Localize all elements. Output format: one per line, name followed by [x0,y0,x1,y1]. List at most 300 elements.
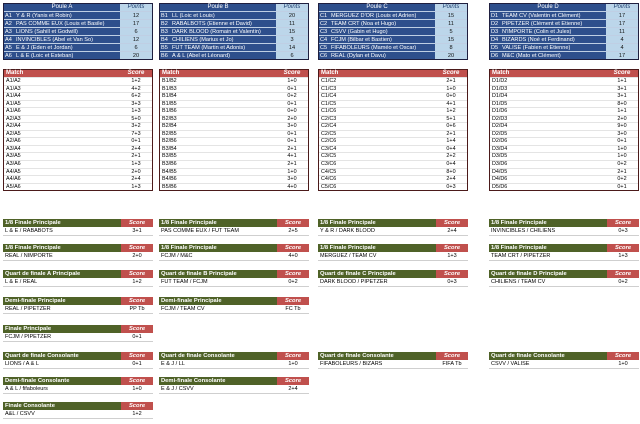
bracket-block [159,352,309,369]
bracket-score-header: Score [121,325,153,333]
match-row[interactable] [319,100,467,108]
bracket-score[interactable]: PP Tb [129,306,145,312]
match-label: C3/C4 [321,145,337,152]
match-score[interactable]: 1+0 [617,145,627,152]
match-row[interactable] [4,92,152,100]
match-table [318,69,468,191]
pool-table [318,3,468,60]
bracket-header [3,219,153,227]
team-row[interactable] [4,19,152,27]
team-id: D1 [491,13,499,19]
match-score[interactable]: 2+0 [617,115,627,122]
bracket-score-header: Score [436,270,468,278]
match-row[interactable] [4,85,152,93]
match-row[interactable] [319,122,467,130]
bracket-row[interactable] [489,278,639,287]
bracket-block [3,244,153,261]
match-score[interactable]: 3+0 [287,123,297,130]
match-header [490,70,638,77]
match-score[interactable]: 1+1 [617,78,627,84]
team-id: B2 [160,20,170,27]
match-label: D2/D4 [492,123,508,130]
match-row[interactable] [319,85,467,93]
match-row[interactable] [319,115,467,123]
match-row[interactable] [319,152,467,160]
bracket-score-header: Score [277,352,309,360]
match-score[interactable]: 7+3 [131,130,141,137]
match-score[interactable]: 0+1 [617,183,627,190]
pool-name: Poule D [537,4,559,10]
bracket-header [159,270,309,278]
match-row[interactable] [319,137,467,145]
team-row[interactable] [319,35,467,43]
match-label: A1/A3 [6,85,21,92]
bracket-row[interactable] [489,227,639,236]
match-label: C3/C6 [321,161,337,168]
team-row[interactable] [319,27,467,35]
match-score[interactable]: 1+0 [287,168,297,175]
match-label: B1/B4 [162,93,177,100]
bracket-row[interactable] [3,278,153,287]
match-row[interactable] [490,92,638,100]
match-row[interactable] [4,122,152,130]
match-label: A2/A6 [6,138,21,145]
bracket-row[interactable] [489,360,639,369]
match-score[interactable]: 0+4 [446,145,456,152]
bracket-score[interactable]: 4+0 [288,253,298,259]
match-row[interactable] [319,77,467,85]
match-score[interactable]: 0+2 [287,93,297,100]
bracket-score-header: Score [607,352,639,360]
match-score[interactable]: 3+1 [617,85,627,92]
match-label: A3/A6 [6,161,21,168]
match-row[interactable] [319,92,467,100]
bracket-score[interactable]: FC Tb [285,306,301,312]
match-score[interactable]: 4+1 [287,153,297,160]
bracket-row[interactable] [318,278,468,287]
match-row[interactable] [160,183,308,191]
bracket-score[interactable]: 2+5 [288,228,298,234]
bracket-row[interactable] [159,278,309,287]
match-score[interactable]: 3+3 [131,100,141,107]
match-label: A3/A4 [6,145,21,152]
match-score[interactable]: 5+0 [131,115,141,122]
match-label: C1/C5 [321,100,337,107]
team-row[interactable] [160,11,308,19]
match-score[interactable]: 0+1 [287,138,297,145]
bracket-header [489,244,639,252]
bracket-score[interactable]: 0+3 [618,228,628,234]
pool-name: Poule B [207,4,229,10]
bracket-score[interactable]: 1+0 [288,361,298,367]
match-row[interactable] [490,107,638,115]
match-score[interactable]: 0+4 [446,161,456,168]
match-score[interactable]: 2+1 [446,78,456,84]
match-score[interactable]: 3+1 [617,93,627,100]
team-row[interactable] [490,19,638,27]
team-row[interactable] [319,43,467,51]
match-label: B3/B5 [162,153,177,160]
match-row[interactable] [160,85,308,93]
team-row[interactable] [490,11,638,19]
team-points: 20 [276,12,308,19]
bracket-title: 1/8 Finale Principale [489,219,607,227]
bracket-row[interactable] [159,305,309,314]
match-row[interactable] [160,175,308,183]
bracket-score[interactable]: FIFA Tb [442,361,462,367]
match-row[interactable] [4,100,152,108]
match-row[interactable] [490,145,638,153]
pool-header [160,4,308,11]
team-name: INVINCIBLES (Abel et Van So) [14,36,120,43]
bracket-row[interactable] [3,360,153,369]
bracket-header [489,219,639,227]
bracket-row[interactable] [159,227,309,236]
match-row[interactable] [490,137,638,145]
match-header-label: Match [6,70,24,76]
pool-table [3,3,153,60]
match-row[interactable] [319,107,467,115]
team-row[interactable] [4,27,152,35]
match-score[interactable]: 1+3 [131,183,141,190]
match-score[interactable]: 0+6 [446,123,456,130]
bracket-title: Quart de finale C Principale [318,270,436,278]
match-row[interactable] [160,160,308,168]
bracket-block [159,219,309,236]
match-row[interactable] [160,130,308,138]
match-row[interactable] [4,145,152,153]
match-score[interactable]: 0+1 [617,138,627,145]
match-label: C1/C4 [321,93,337,100]
match-label: A1/A5 [6,100,21,107]
bracket-score[interactable]: 2+0 [132,253,142,259]
match-row[interactable] [490,168,638,176]
team-row[interactable] [319,51,467,59]
bracket-block [318,244,468,261]
team-name: M&C (Mato et Clément) [500,52,606,59]
match-row[interactable] [490,122,638,130]
match-score[interactable]: 4+0 [287,183,297,190]
match-row[interactable] [319,145,467,153]
match-score[interactable]: 0+2 [617,176,627,183]
match-score[interactable]: 2+4 [131,145,141,152]
team-row[interactable] [160,27,308,35]
match-label: A5/A6 [6,183,21,190]
match-row[interactable] [4,77,152,85]
team-row[interactable] [319,11,467,19]
match-score[interactable]: 3+2 [131,123,141,130]
pool-name: Poule A [51,4,73,10]
bracket-score[interactable]: 3+1 [132,228,142,234]
match-score[interactable]: 2+4 [131,176,141,183]
bracket-row[interactable] [318,252,468,261]
team-id: C2 [320,21,328,27]
bracket-score[interactable]: 1+0 [132,386,142,392]
match-score[interactable]: 4+2 [131,85,141,92]
bracket-block [489,352,639,369]
team-name: N'IMPORTE (Colin et Jules) [500,28,606,35]
bracket-title: Quart de finale Consolante [159,352,277,360]
match-score[interactable]: 8+0 [617,100,627,107]
match-score[interactable]: 5+1 [446,115,456,122]
match-score[interactable]: 1+4 [446,138,456,145]
team-row[interactable] [4,35,152,43]
match-row[interactable] [4,168,152,176]
bracket-header [489,270,639,278]
match-score[interactable]: 0+2 [617,161,627,168]
bracket-row[interactable] [159,252,309,261]
bracket-title: Finale Principale [3,325,121,333]
match-score[interactable]: 3+0 [617,130,627,137]
team-row[interactable] [490,27,638,35]
team-points: 4 [606,36,638,43]
bracket-score[interactable]: 2+4 [288,386,298,392]
match-label: C3/C5 [321,153,337,160]
match-row[interactable] [4,137,152,145]
team-points: 17 [606,52,638,59]
bracket-title: Quart de finale A Principale [3,270,121,278]
match-row[interactable] [160,168,308,176]
team-row[interactable] [160,19,308,27]
bracket-row[interactable] [3,333,153,342]
match-row[interactable] [319,168,467,176]
team-row[interactable] [160,51,308,59]
bracket-row[interactable] [3,305,153,314]
match-score[interactable]: 1+0 [446,85,456,92]
team-row[interactable] [160,35,308,43]
bracket-block [489,244,639,261]
match-score[interactable]: 3+0 [287,176,297,183]
bracket-title: 1/8 Finale Principale [318,219,436,227]
bracket-title: Quart de finale Consolante [489,352,607,360]
bracket-header [3,244,153,252]
bracket-score[interactable]: 1+3 [618,253,628,259]
team-points: 11 [276,20,308,27]
match-row[interactable] [4,183,152,191]
bracket-score[interactable]: 0+2 [288,279,298,285]
match-score[interactable]: 1+0 [617,153,627,160]
match-table [159,69,309,191]
bracket-header [159,377,309,385]
match-row[interactable] [160,107,308,115]
match-score[interactable]: 2+1 [446,130,456,137]
match-score[interactable]: 2+1 [131,153,141,160]
team-points: 5 [435,28,467,35]
match-row[interactable] [490,115,638,123]
match-score[interactable]: 2+4 [446,176,456,183]
match-score[interactable]: 1+0 [287,78,297,84]
bracket-row[interactable] [3,227,153,236]
bracket-row[interactable] [489,252,639,261]
bracket-row[interactable] [3,410,153,419]
match-score[interactable]: 1+1 [617,108,627,115]
match-row[interactable] [319,160,467,168]
match-row[interactable] [4,115,152,123]
match-row[interactable] [4,152,152,160]
team-row[interactable] [4,43,152,51]
bracket-score[interactable]: 0+1 [132,361,142,367]
match-score[interactable]: 0+3 [446,183,456,190]
match-score[interactable]: 0+1 [287,100,297,107]
bracket-header [3,377,153,385]
match-label: B2/B6 [162,138,177,145]
match-row[interactable] [160,122,308,130]
bracket-score[interactable]: 1+2 [132,411,142,417]
match-row[interactable] [160,145,308,153]
bracket-title: 1/8 Finale Principale [3,244,121,252]
bracket-match: FCJM / PIPETZER [5,334,52,340]
match-score[interactable]: 1+2 [131,78,141,84]
match-row[interactable] [490,100,638,108]
team-row[interactable] [4,51,152,59]
match-score[interactable]: 0+1 [287,130,297,137]
pool-name: Poule C [366,4,388,10]
match-score[interactable]: 9+0 [617,123,627,130]
match-label: D2/D3 [492,115,508,122]
team-points: 11 [435,20,467,27]
team-row[interactable] [490,51,638,59]
team-points: 17 [606,20,638,27]
bracket-score[interactable]: 1+0 [618,361,628,367]
bracket-score[interactable]: 1+3 [447,253,457,259]
pool-header [490,4,638,11]
match-score[interactable]: 2+0 [131,168,141,175]
team-points: 8 [435,44,467,51]
bracket-block [159,297,309,314]
match-score[interactable]: 0+0 [287,108,297,115]
team-name: A & L (Abel et Léonard) [170,52,276,59]
team-row[interactable] [319,19,467,27]
bracket-match: CHILIENS / TEAM CV [491,279,546,285]
bracket-score[interactable]: 0+1 [132,334,142,340]
bracket-block [3,352,153,369]
team-id: C5 [320,45,328,51]
match-row[interactable] [160,92,308,100]
match-row[interactable] [4,175,152,183]
match-score[interactable]: 6+2 [131,93,141,100]
match-score[interactable]: 8+0 [446,168,456,175]
match-row[interactable] [4,130,152,138]
match-label: D3/D6 [492,161,508,168]
match-score[interactable]: 2+2 [446,153,456,160]
bracket-header [318,352,468,360]
bracket-score-header: Score [121,270,153,278]
team-row[interactable] [4,11,152,19]
bracket-score[interactable]: 0+2 [618,279,628,285]
team-name: DARK BLOOD (Romain et Valentin) [170,28,276,35]
bracket-score-header: Score [277,377,309,385]
match-row[interactable] [490,130,638,138]
match-score[interactable]: 1+3 [131,108,141,115]
team-row[interactable] [490,43,638,51]
match-row[interactable] [490,160,638,168]
bracket-score-header: Score [121,402,153,410]
match-row[interactable] [490,152,638,160]
bracket-score[interactable]: 1+2 [132,279,142,285]
bracket-row[interactable] [318,227,468,236]
match-row[interactable] [160,137,308,145]
team-id: B4 [160,36,170,43]
bracket-title: Quart de finale Consolante [3,352,121,360]
bracket-match: A & L / fifaboleurs [5,386,48,392]
match-score[interactable]: 2+1 [287,145,297,152]
match-score[interactable]: 1+2 [446,108,456,115]
team-name: FCJM (Bilbar et Bastien) [329,36,435,43]
match-label: D1/D4 [492,93,508,100]
match-row[interactable] [490,85,638,93]
points-header: Points [435,4,467,11]
match-row[interactable] [319,175,467,183]
team-points: 6 [120,44,152,51]
points-header: Points [120,4,152,11]
pool-header [319,4,467,11]
team-points: 17 [120,20,152,27]
score-header-label: Score [127,70,145,76]
bracket-title: 1/8 Finale Principale [159,219,277,227]
match-header-label: Match [492,70,510,76]
bracket-match: DARK BLOOD / PIPETZER [320,279,388,285]
bracket-score[interactable]: 0+3 [447,279,457,285]
match-row[interactable] [319,130,467,138]
bracket-title: Demi-finale Principale [3,297,121,305]
match-score[interactable]: 2+0 [287,115,297,122]
match-row[interactable] [4,160,152,168]
match-row[interactable] [4,107,152,115]
match-row[interactable] [490,175,638,183]
team-name: FUT TEAM (Martin et Adonis) [170,44,276,51]
match-row[interactable] [319,183,467,191]
bracket-match: E & J / CSVV [161,386,194,392]
team-name: LL (Loic et Louis) [170,12,276,19]
match-label: C4/C5 [321,168,337,175]
team-row[interactable] [490,35,638,43]
match-label: C1/C6 [321,108,337,115]
bracket-row[interactable] [3,252,153,261]
match-row[interactable] [160,100,308,108]
bracket-score[interactable]: 2+4 [447,228,457,234]
match-score[interactable]: 1+3 [131,161,141,168]
team-id: A1 [4,12,14,19]
bracket-row[interactable] [3,385,153,394]
match-score[interactable]: 2+1 [617,168,627,175]
team-row[interactable] [160,43,308,51]
match-row[interactable] [490,77,638,85]
match-row[interactable] [160,77,308,85]
bracket-row[interactable] [159,360,309,369]
match-label: A3/A5 [6,153,21,160]
match-row[interactable] [160,115,308,123]
team-points: 20 [435,52,467,59]
match-score[interactable]: 0+1 [287,85,297,92]
match-row[interactable] [490,183,638,191]
team-name: TEAM CRT (Noa et Hugo) [329,20,435,27]
score-header-label: Score [613,70,631,76]
bracket-row[interactable] [318,360,468,369]
match-row[interactable] [160,152,308,160]
match-score[interactable]: 2+1 [287,161,297,168]
team-id: C1 [320,13,328,19]
match-score[interactable]: 4+1 [446,100,456,107]
bracket-match: FUT TEAM / FCJM [161,279,208,285]
bracket-title: 1/8 Finale Principale [318,244,436,252]
match-label: B2/B3 [162,115,177,122]
match-label: D4/D6 [492,176,508,183]
team-id: C6 [320,53,328,59]
match-score[interactable]: 0+1 [131,138,141,145]
bracket-row[interactable] [159,385,309,394]
bracket-block [159,270,309,287]
match-score[interactable]: 0+0 [446,93,456,100]
